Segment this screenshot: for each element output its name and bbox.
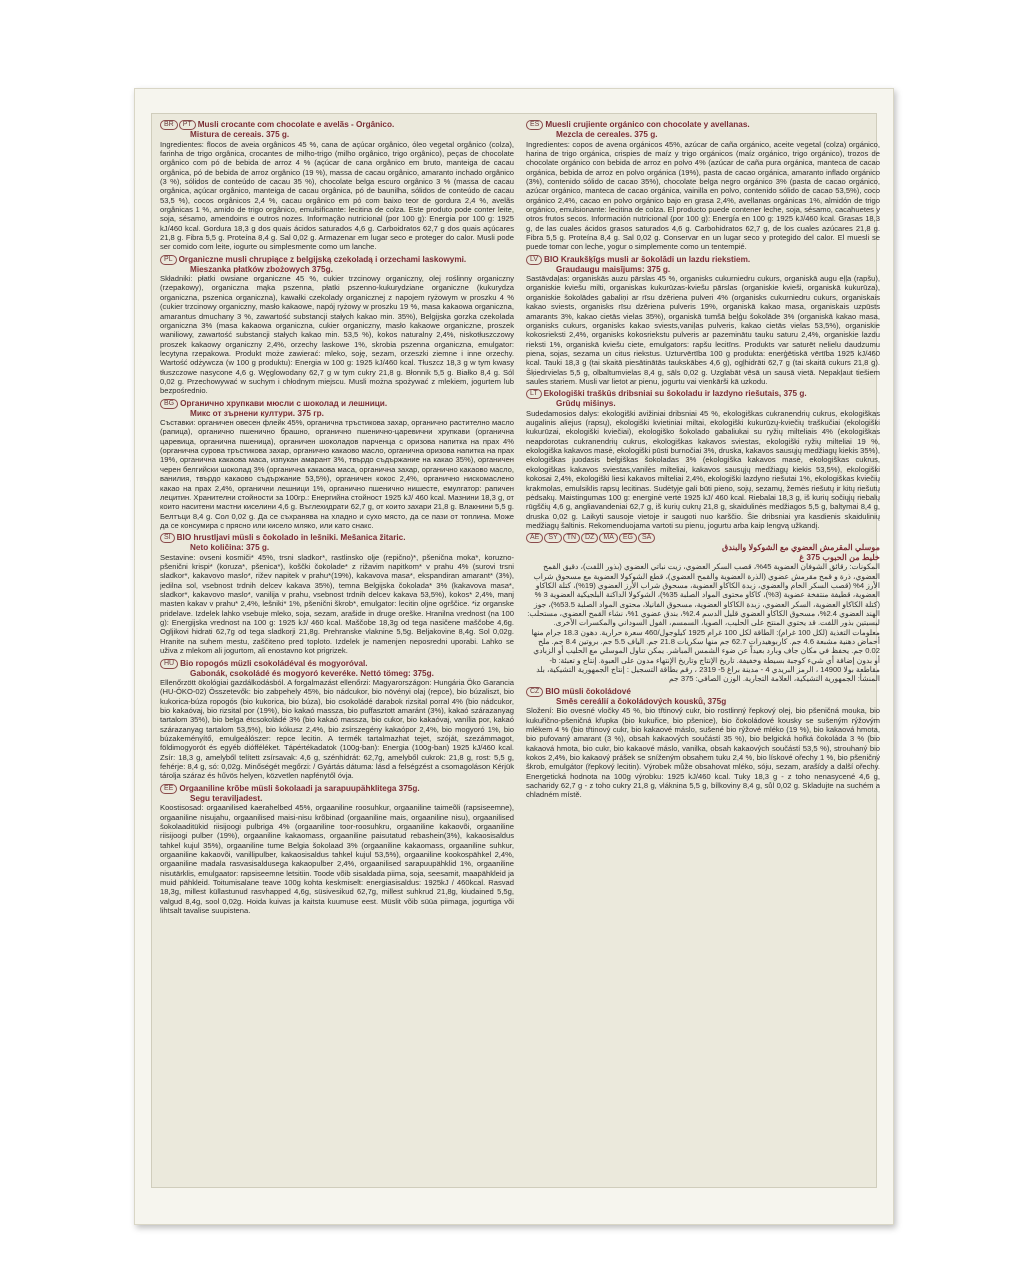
product-title: Bio ropogós müzli csokoládéval és mogyoróval.: [180, 658, 368, 668]
product-title: Muesli crujiente orgánico con chocolate y avellanas.: [545, 120, 750, 129]
ingredients-text: Sastāvdaļas: organiskās auzu pārslas 45 %, organisks cukurniedru cukurs, organiskā augu eļļa (rapšu), organiskie kviešu milti, organiskas kukurūzas-kviešu pārslas (organiskie kvieši, organiskā kukurūza), organiskie šokolādes gabaliņi ar rīsu dzēriena pulveri 4% (organisks cukurniedru cukurs, organiskais kakao sviests, organisks rīsu dzēriena pulveris 19%, organiskā kakao masa, organiskais uzpūsts amarants 3%, kakao cietās vielas 35%), organiskā tumšā beļģu šokolāde 3% (organiskā kakao masa, organisks cukurs, organisks kakao sviests,vaniļas pulveris, kakao cietās vielas 53,5%), organiskie kokosrieksti 2,4%, organisks kokosriekstu pulveris ar pazeminātu tauku saturu 2,4%, organiskie lazdu rieksti 1%, organiskā kviešu ciete, emulgators: rapšu lecitīns. Produkts var saturēt nelielu daudzumu piena, sojas, sezama un citus riekstus. Uzturvērtība 100 g produkta: enerģētiskā vērtība 1925 kJ/460 kcal. Tauki 18,3 g (tai skaitā piesātinātās taukskābes 4,6 g), ogļhidrāti 62,7 g (tai skaitā cukurs 21,8 g). Šķiedrvielas 5,5 g, olbaltumvielas 8,4 g, sāls 0,02 g. Uzglabāt vēsā un sausā vietā. Nepakļaut tiešiem saules stariem. Musli var lietot ar pienu, jogurtu vai vienkārši kā uzkodu.: [526, 274, 880, 386]
product-title: BIO Kraukšķīgs musli ar šokolādi un lazdu riekstiem.: [544, 254, 751, 264]
section-ar: [526, 533, 880, 683]
language-badges: [160, 784, 177, 794]
section-header: [526, 533, 880, 543]
product-subtitle: Mistura de cereais. 375 g.: [190, 130, 290, 139]
section-lv: [526, 255, 880, 387]
language-badges: [160, 533, 175, 543]
section-cz: [526, 687, 880, 800]
language-badges: [526, 687, 543, 697]
product-title: BIO hrustljavi müsli s čokolado in lešniki. Mešanica žitaric.: [176, 533, 406, 543]
language-badge: PT: [179, 120, 196, 130]
language-badge: LV: [526, 255, 542, 265]
ingredients-text: المكونات: رقائق الشوفان العضوية 45%، قصب السكر العضوي، زيت نباتي العضوي (بذور اللفت)، دقيق القمح العضوي، ذرة و قمح مقرمش عضوي (الذرة العضوية والقمح العضوي)، قطع الشوكولا العضوية مع مسحوق شراب الأرز 4% (قصب السكر الخام والعضوي، زبدة الكاكاو العضوية، مسحوق شراب الأرز العضوي (19%)، كتلة الكاكاو العضوية، قطيفة منتفخة عضوية (3%)، كاكاو محتوى المواد الصلبة 35%)، الشوكولا الداكنة البلجيكية العضوية 3 % (كتلة الكاكاو العضوية، السكر العضوي، زبدة الكاكاو العضوية، مسحوق الفانيلا، محتوى المواد الصلبة 53.5%)، جوز الهند العضوي 2.4%، مسحوق الكاكاو العضوي قليل الدسم 2.4%، بندق عضوي 1%، نشاء القمح العضوي، مستحلب: ليسيتين بذور اللفت. قد يحتوي المنتج على الحليب، الصويا، السمسم، الفول السوداني والمكسرات الأخرى. معلومات التغذية (لكل 100 غرام): الطاقة لكل 100 غرام 1925 كيلوجول/460 سعرة حرارية. دهون 18.3 جرام منها أحماض دهنية مشبعة 4.6 جم. كاربوهيدرات 62.7 جم منها سكريات 21.8 جم. الياف 5.5 جم. بروتين 8.4 جم. ملح 0.02 جم. يحفظ في مكان جاف وبارد بعيداً عن ضوء الشمس المباشر. يمكن تناول الموسلي مع الحليب أو الزبادي أو بدون إضافة أي شيء كوجبة بسيطة وخفيفة. تاريخ الإنتاج وتاريخ الإنتهاء مدون على العبوة. إنتاج و تعبئة: b-مقاطعة بولا 14900 ، الرمز البريدي 4 - مدينة براغ 5- 2319 ، رقم بطاقة التسجيل : إنتاج الجمهورية التشيكية، بلد المنشأ: الجمهورية التشيكية، العلامة التجارية. الوزن الصافي: 375 جم: [527, 562, 880, 684]
right-column: [526, 120, 880, 1183]
section-header: [160, 533, 514, 543]
language-badges: [526, 533, 655, 543]
ingredients-panel: [151, 113, 880, 1188]
product-title: Органично хрупкави мюсли с шоколад и лешници.: [180, 398, 388, 408]
product-subtitle: خليط من الحبوب 375 غ: [799, 552, 880, 562]
section-header: [526, 255, 880, 265]
language-badges: [160, 255, 177, 265]
section-es: [526, 120, 880, 252]
language-badge: EG: [619, 533, 637, 543]
section-header: [160, 120, 514, 130]
product-subtitle: Graudaugu maisījums: 375 g.: [556, 264, 671, 274]
language-badge: MA: [599, 533, 618, 543]
language-badge: EE: [160, 784, 177, 794]
section-bg: [160, 399, 514, 531]
language-badges: [526, 120, 543, 130]
product-subtitle: Микс от зърнени култури. 375 гр.: [190, 408, 324, 418]
ingredients-text: Sestavine: ovseni kosmiči* 45%, trsni sladkor*, rastlinsko olje (repičnο)*, pšenična moka*, koruzno-pšenični krispi* (koruza*, pšenica*), koščki čokolade* z rižavim napitkom* v prahu 4% (surovi trsni sladkor*, kakavovo maslo*, rižev napitek v prahu*(19%), kakavova masa*, ekspandiran amarant* (3%), jedilna sol, vsebnost trdnih delcev kakava 35%), temna Belgijska čokolada* 3% (kakavova masa*, sladkor*, kakavovo maslo*, vanilija v prahu, vsebnost trdnih delcev kakava 53,5%), kokos* 2,4%, manj masten kakav v prahu* 2,4%, lešniki* 1%, pšenični škrob*, emulgator: lecitin oljne ogrščice. *iz organske pridelave. Izdelek lahko vsebuje mleko, soja, sezam, arašide in druge oreške. Hranilna vrednost (na 100 g): Energijska vrednost na 100 g: 1925 kJ/ 460 kcal. Maščobe 18,3g od tega nasičene maščobe 4,6g. Ogljikovi hidrati 62,7g od tega sladkorji 21,8g. Prehranske vlaknine 5,5g. Beljakovine 8,4g. Sol 0,02g. Hranite na suhem mestu, zaščiteno pred toploto. Izdelek je namenjen neposredni uporabi. Lahko se uživa z mlekom ali jogurtom, ali enostavno kot prigrizek.: [160, 552, 514, 656]
ingredients-text: Ellenőrzött ökológiai gazdálkodásból. A forgalmazást ellenőrzi: Magyarországon: Hungária Öko Garancia (HU-ÖKO-02) Összetevők: bio zabpehely 45%, bio nádcukor, bio növényi olaj (repce), bio búzaliszt, bio kukorica-búza ropogós (bio kukorica, bio búza), bio csokoládé darabok rizsital porral 4% (bio nádcukor, bio kakaóvaj, bio rizsital por (19%), bio kakaó massza, bio puffasztott amaránt (3%), kakaó szárazanyag tartalom 35%), bio belga étcsokoládé 3% (bio kakaó massza, bio cukor, bio kakaóvaj, vanília por, kakaó szárazanyag tartalom 53,5%), bio kókusz 2,4%, bio zsírszegény kakaópor 2,4%, bio mogyoró 1%, bio búzakeményítő, emulgeálószer: repce lecitin. A termék tartalmazhat tejet, szóját, szezámmagot, földimogyorót és egyéb diófféléket. Tápértékadatok (100g-ban): Energia (100g-ban) 1925 kJ/460 kcal. Zsír: 18,3 g, amelyből telített zsírsavak: 4,6 g, szénhidrát: 62,7g, amelyből cukrok: 21,8 g, rost: 5,5 g, fehérje: 8,4 g, só: 0,02g. Minőségét megőrzi: / Gyártás dátuma: lásd a felségzést a csomagoláson Kérjük tárolja száraz és hűvös helyen, közvetlen napfénytől óvja.: [160, 678, 514, 781]
ingredients-text: Съставки: органичен овесен флейк 45%, органична тръстикова захар, органично растително масло (рапица), органично пшенично брашно, органично пшенично-царевични хрупкави (органична царевица, органична пшеница), органичен шоколадов парченца с оризова напитка на прах 4% (органична сурова тръстикова захар, органично какаово масло, органична оризова напитка на прах 19%, органична какаова маса, изпукан амарант 3%, твърдо съдържание на какао 35%), органичен черен белгийски шоколад 3% (органична какаова маса, органична захар, органично какаово масло, ванилия, твърдо какаово съдържание 53,5%), органичен кокос 2,4%, органично нискомаслено какао на прах 2,4%, органични лешници 1%, органично пшенично нишесте, емулгатор: рапичен лецитин. Хранителни стойности за 100гр.: Енергийна стойност 1925 kJ/ 460 kcal. Мазнини 18,3 g, от които наситени мастни киселини 4,6 g. Въглехидрати 62,7 g, от които захари 21,8 g. Влакнини 5,5 g. Белтъци 8,4 g. Сол 0,02 g. Да се съхранява на хладно и сухо място, да се пази от топлина. Може да се консумира с прясно или кисело мляко, или като снакс.: [160, 418, 514, 530]
language-badges: [160, 120, 196, 130]
product-title: BIO müsli čokoládové: [545, 686, 631, 696]
language-badge: PL: [160, 255, 177, 265]
language-badge: AE: [526, 533, 543, 543]
language-badge: LT: [526, 389, 542, 399]
product-subtitle: Grūdų mišinys.: [556, 399, 616, 409]
product-subtitle: Neto količina: 375 g.: [190, 543, 270, 553]
ingredients-text: Składniki: płatki owsiane organiczne 45 %, cukier trzcinowy organiczny, olej roślinny organiczny (rzepakowy), organiczna mąka pszenna, płatki pszenno-kukurydziane organiczne (kukurydza organiczna, pszenica organiczna), kawałki czekolady organicznej z napojem ryżowym w proszku 4 % (cukier trzcinowy organiczny, masło kakaowe, napój ryżowy w proszku 19 %, masa kakaowa organiczna, amarantus dmuchany 3 %, zawartość substancji stałych kakao min. 35%), Belgijska gorzka czekolada organiczna 3% (masa kakaowa organiczna, cukier organiczny, masło kakaowe organiczne, proszek waniliowy, zawartość substancji stałych kakao min. 53,5 %), kokos naturalny 2,4%, niskotłuszczowy proszek kakaowy organiczny 2,4%, orzechy laskowe 1%, skrobia pszenna organiczna, emulgator: lecytyna rzepakowa. Produkt może zawierać: mleko, soję, sezam, orzeszki ziemne i inne orzechy. Wartość odżywcza (w 100 g produktu): Energia w 100 g: 1925 kJ/460 kcal. Tłuszcz 18,3 g w tym kwasy tłuszczowe nasycone 4,6 g. Węglowodany 62,7 g w tym cukry 21,8 g. Błonnik 5,5 g. Białko 8,4 g. Sól 0,02 g. Przechowywać w suchym i chłodnym miejscu. Musli można spożywać z mlekiem, jogurtem lub bezpośrednio.: [160, 274, 514, 396]
section-pl: [160, 255, 514, 396]
ingredients-text: Složení: Bio ovesné vločky 45 %, bio třtinový cukr, bio rostlinný řepkový olej, bio pšeničná mouka, bio kukuřično-pšeničná křupka (bio kukuřice, bio pšenice), bio čokoládové kousky se sušeným rýžovým mlékem 4 % (bio třtinový cukr, bio kakaové máslo, sušené bio rýžové mléko (19 %), bio kakaová hmota, bio pufovaný amarant (3 %), obsah kakaových součástí 35 %), bio belgická hořká čokoláda 3 % (bio kakaová hmota, bio cukr, bio kakaové máslo, vanilka, obsah kakaových součástí 53,5 %), strouhaný bio kokos 2,4%, bio kakaový prášek se sníženým obsahem tuku 2,4 %, bio lískové ořechy 1 %, bio pšeničný škrob, emulgátor (řepkový lecitin). Výrobek může obsahovat mléko, sóju, sezam, arašídy a další ořechy. Energetická hodnota na 100g výrobku: 1925 kJ/460 kcal. Tuky 18,3 g - z toho nenasycené 4,6 g, sacharidy 62,7 g - z toho cukry 21,8 g, vláknina 5,5 g, bílkoviny 8,4 g, sůl 0,02 g. Skladujte na suchém a chladném místě.: [526, 706, 880, 800]
section-header: [160, 399, 514, 409]
product-title: Ekologiški traškūs dribsniai su šokoladu ir lazdyno riešutais, 375 g.: [543, 389, 807, 399]
ingredients-text: Ingredientes: copos de avena orgánicos 45%, azúcar de caña orgánico, aceite vegetal (colza) orgánico, harina de trigo orgánica, crispies de maíz y trigo orgánicos (maíz orgánico, trigo orgánico), trozos de chocolate orgánico con bebida de arroz en polvo 4% (azúcar de caña pura orgánica, manteca de cacao orgánica, bebida de arroz en polvo orgánica (19%), pasta de cacao orgánica, amaranto inflado orgánico (3%), contenido sólido de cacao 35%), chocolate belga negro orgánico 3% (pasta de cacao orgánico, azúcar orgánico, manteca de cacao orgánica, vainilla en polvo, contenido sólido de cacao 53,5%), coco orgánico 2,4%, cacao en polvo orgánico bajo en grasa 2,4%, avellanas orgánicas 1%, almidón de trigo orgánico, emulsionante: lecitina de colza. El producto puede contener leche, soja, sésamo, cacahuetes y otros frutos secos. Información nutricional (por 100 g): Energía en 100 g: 1925 kJ/460 kcal. Grasas 18,3 g, de las cuales ácidos grasos saturados 4,6 g. Carbohidratos 62,7 g, de los cuales azúcares 21,8 g. Fibra 5,5 g. Proteína 8,4 g. Sal 0,02 g. Conservar en un lugar seco y protegido del calor. El muesli se puede tomar con leche, yogur o simplemente como un tentempié.: [526, 139, 880, 252]
language-badge: BG: [160, 399, 178, 409]
section-ee: [160, 784, 514, 916]
product-subtitle: Mieszanka płatków zbożowych 375g.: [190, 264, 333, 274]
section-si: [160, 533, 514, 655]
language-badges: [160, 659, 178, 669]
language-badge: BR: [160, 120, 178, 130]
section-hu: [160, 659, 514, 781]
product-title: Organiczne musli chrupiące z belgijską czekoladą i orzechami laskowymi.: [178, 254, 467, 264]
product-title: Musli crocante com chocolate e avelãs - Orgânico.: [197, 120, 395, 129]
product-subtitle: Gabonák, csokoládé és mogyoró keveréke. Nettó tömeg: 375g.: [190, 668, 434, 678]
product-subtitle: Segu teraviljadest.: [190, 793, 263, 803]
ingredients-text: Sudedamosios dalys: ekologiški avižiniai dribsniai 45 %, ekologiškas cukranendrių cukrus, ekologiškas augalinis aliejus (rapsų), ekologiški kvietiniai miltai, ekologiški kukurūzų-kviečių traškučiai (ekologiški kukurūzai, ekologiški kviečiai), ekologiško šokolado gabaliukai su ryžių milteliais 4% (ekologiškas neapdorotas cukranendrių cukrus, ekologiškas kakavos sviestas, ekologiški ryžių milteliai 19 %, ekologiška kakavos masė, ekologiški pūsti burnočiai 3%, druska, kakavos sausųjų medžiagų kiekis 35%), ekologiškas juodasis belgiškas šokoladas 3% (ekologiška kakavos masė, ekologiškas cukrus, ekologiškas kakavos sviestas,vanilės milteliai, kakavos sausųjų medžiagų kiekis 53,5%), ekologiški kokosai 2,4%, ekologiški liesi kakavos milteliai 2,4%, ekologiški lazdyno riešutai 1%, ekologiškas kviečių krakmolas, emulsiklis rapsų lecitinas. Sudėtyje gali būti pieno, sojų, sezamų, žemės riešutų ir kitų riešutų pėdsakų. Maistingumas 100 g: energinė vertė 1925 kJ/ 460 kcal. Riebalai 18,3 g, iš kurių sočiųjų riebalų rūgščių 4,6 g, angliavandeniai 62,7 g, iš kurių cukrų 21,8 g, skaidulinės medžiagos 5,5 g, baltymai 8,4 g, druska 0,02 g. Laikyti sausoje vietoje ir saugoti nuo karščio. Šie dribsniai yra kasdienis skaidulinių medžiagų šaltinis. Rekomenduojama vartoti su pienu, jogurtu arba kaip lengvą užkandį.: [526, 408, 880, 530]
language-badge: SY: [544, 533, 561, 543]
section-header: [526, 687, 880, 697]
section-br-pt: [160, 120, 514, 252]
section-header: [160, 659, 514, 669]
language-badges: [526, 255, 542, 265]
language-badge: TN: [563, 533, 580, 543]
product-subtitle: Směs cereálií a čokoládových kousků, 375g: [556, 696, 727, 706]
product-title: موسلي المقرمش العضوي مع الشوكولا والبندق: [722, 543, 880, 553]
language-badges: [160, 399, 178, 409]
language-badge: HU: [160, 659, 178, 669]
language-badge: ES: [526, 120, 543, 130]
language-badge: SA: [638, 533, 655, 543]
section-header: [160, 255, 514, 265]
product-title: Orgaaniline krõbe müsli šokolaadi ja sarapuupähklitega 375g.: [179, 783, 420, 793]
ingredients-text: Koostisosad: orgaanilised kaerahelbed 45%, orgaaniline roosuhkur, orgaaniline taimeõli (rapsiseemne), orgaaniline nisujahu, orgaanilised maisi-nisu krõbinad (orgaaniline mais, orgaaniline nisu), orgaanilised šokolaaditükid riisijoogi pulbriga 4% (orgaaniline toor-roosuhkru, orgaaniline kakaovõi, orgaaniline riisijoogi pulber (19%), orgaaniline kakaomass, orgaaniline paisutatud rebashein(3%), kakaosisaldus tahkel kujul 35%), orgaaniline tume Belgia šokolaad 3% (orgaaniline kakaomass, orgaaniline suhkur, orgaaniline kakaovõi, vanillipulber, kakaosisaldus tahkel kujul 53,5%), orgaaniline kookospähkel 2,4%, orgaaniline madala rasvasisaldusega kakaopulber 2,4%, orgaanilised sarapuupähklid 1%, orgaaniline nisutärklis, emulgaator: rapsiseemne letsitiin. Toode võib sisaldada piima, soja, seesamit, maapähkleid ja muid pähkleid. Toitumisalane teave 100g kohta keskmiselt: energiasisaldus: 1925kJ / 460kcal. Rasvad 18,3g, millest küllastunud rasvhapped 4,6g, süsivesikud 62,7g, millest suhkrud 21,8g, kiudained 5,5g, valgud 8,4g, sool 0,02g. Hoida kuivas ja kaitsta kuumuse eest. Müslit võib süüa piimaga, jogurtiga või lihtsalt tavalise suupistena.: [160, 803, 514, 916]
language-badge: DZ: [581, 533, 598, 543]
left-column: [160, 120, 514, 1183]
ingredients-text: Ingredientes: flocos de aveia orgânicos 45 %, cana de açúcar orgânico, óleo vegetal orgânico (colza), farinha de trigo orgânica, crocantes de milho-trigo (milho orgânico, trigo orgânico), peças de chocolate orgânico com pó de bebida de arroz 4 % (açúcar de cana orgânico em bruto, manteiga de cacau orgânica, pó de bebida de arroz orgânico (19 %), massa de cacau orgânico, amaranto inchado orgânico (3 %), sólidos de conteúdo de cacau 35 %), chocolate belga escuro orgânico 3 % (massa de cacau orgânica, açúcar orgânico, manteiga de cacau orgânica, pó de baunilha, sólidos de conteúdo de cacau 53,5 %), cocos orgânicos 2,4 %, cacau orgânico em pó com baixo teor de gordura 2,4 %, avelãs orgânicas 1 %, amido de trigo orgânico, emulsificante: lecitina de colza. Este produto pode conter leite, soja, sésamo, amendoins e outros nozes. Informação nutricional (por 100 g): Energia por 100 g: 1925 kJ/460 kcal. Gordura 18,3 g dos quais ácidos saturados 4,6 g. Carboidratos 62,7 g dos quais açúcares 21,8 g. Fibra 5,5 g. Proteína 8,4 g. Sal 0,02 g. Armazenar em lugar seco e proteger do calor. Musli pode ser comido com leite, iogurte ou simplesmente como um lanche.: [160, 139, 514, 252]
cereal-box-back: [134, 88, 894, 1225]
language-badges: [526, 389, 542, 399]
section-header: [526, 389, 880, 399]
product-subtitle: Mezcla de cereales. 375 g.: [556, 130, 658, 139]
language-badge: SI: [160, 533, 175, 543]
section-lt: [526, 389, 880, 530]
section-header: [160, 784, 514, 794]
section-header: [526, 120, 880, 130]
language-badge: CZ: [526, 687, 543, 697]
